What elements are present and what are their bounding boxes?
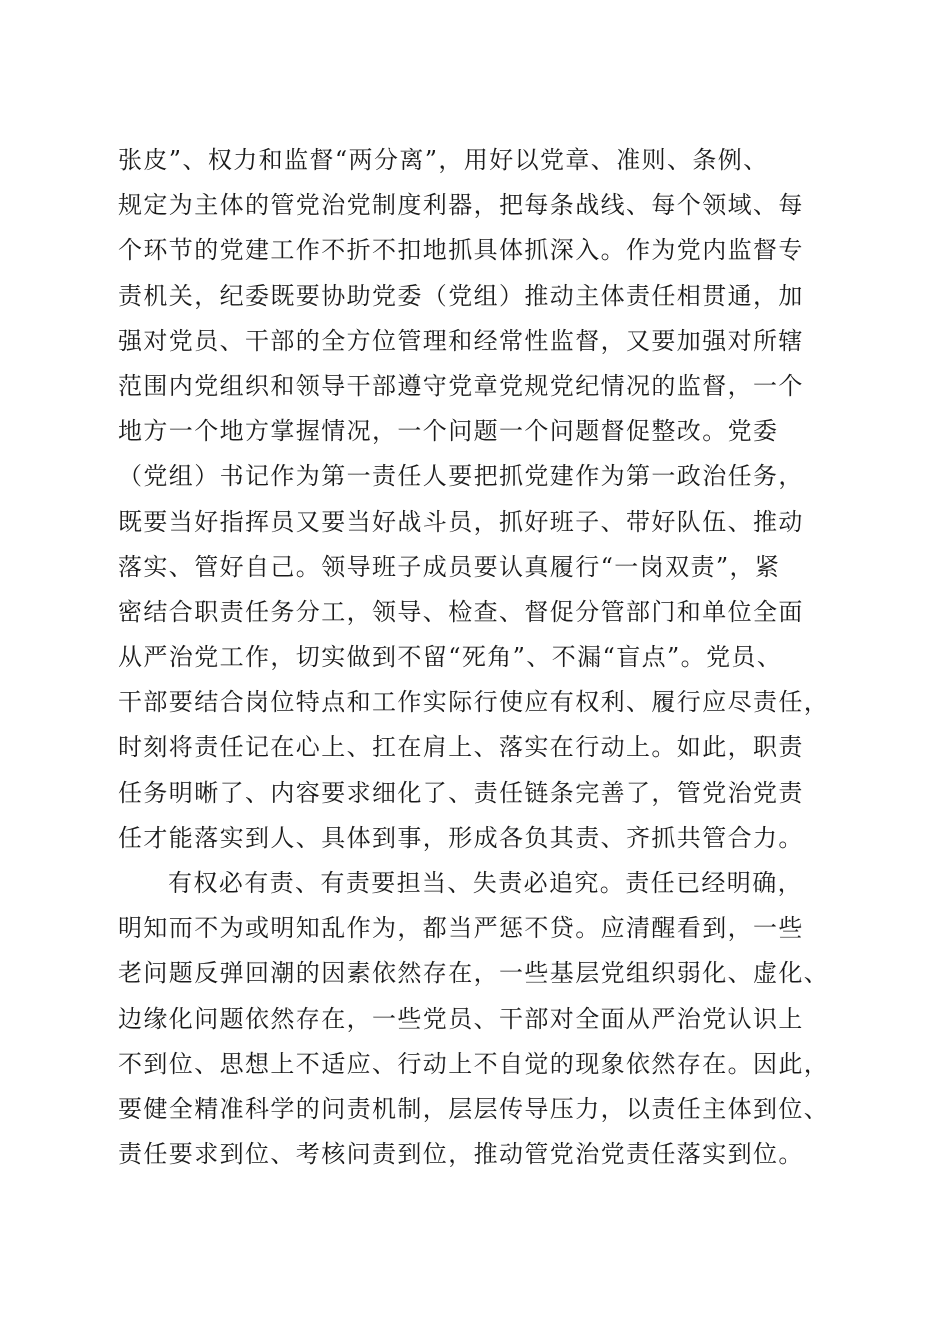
text-line: 个环节的党建工作不折不扣地抓具体抓深入。作为党内监督专: [118, 236, 804, 265]
text-line: 从严治党工作，切实做到不留“死角”、不漏“盲点”。党员、: [118, 643, 783, 672]
paragraph-2: [118, 861, 838, 1177]
text-line: 任才能落实到人、具体到事，形成各负其责、齐抓共管合力。: [118, 823, 804, 852]
text-line: 地方一个地方掌握情况，一个问题一个问题督促整改。党委: [118, 417, 779, 446]
text-line: 不到位、思想上不适应、行动上不自觉的现象依然存在。因此，: [118, 1049, 830, 1078]
text-line: 范围内党组织和领导干部遵守党章党规党纪情况的监督，一个: [118, 371, 804, 400]
text-line: 有权必有责、有责要担当、失责必追究。责任已经明确，: [168, 869, 803, 897]
text-line: 要健全精准科学的问责机制，层层传导压力，以责任主体到位、: [118, 1094, 830, 1123]
text-line: 落实、管好自己。领导班子成员要认真履行“一岗双责”，紧: [118, 552, 781, 581]
text-line: 老问题反弹回潮的因素依然存在，一些基层党组织弱化、虚化、: [118, 959, 830, 988]
text-line: 干部要结合岗位特点和工作实际行使应有权利、履行应尽责任，: [118, 688, 830, 717]
text-line: 时刻将责任记在心上、扛在肩上、落实在行动上。如此，职责: [118, 733, 804, 762]
text-line: 责任要求到位、考核问责到位，推动管党治党责任落实到位。: [118, 1140, 804, 1169]
text-line: 强对党员、干部的全方位管理和经常性监督，又要加强对所辖: [118, 326, 804, 355]
text-line: 明知而不为或明知乱作为，都当严惩不贷。应清醒看到，一些: [118, 914, 804, 943]
document-body: [118, 138, 838, 1177]
text-line: 规定为主体的管党治党制度利器，把每条战线、每个领域、每: [118, 191, 804, 220]
text-line: 密结合职责任务分工，领导、检查、督促分管部门和单位全面: [118, 597, 804, 626]
text-line: 张皮”、权力和监督“两分离”，用好以党章、准则、条例、: [118, 146, 769, 174]
text-line: 既要当好指挥员又要当好战斗员，抓好班子、带好队伍、推动: [118, 507, 804, 536]
text-line: 责机关，纪委既要协助党委（党组）推动主体责任相贯通，加: [118, 281, 804, 310]
paragraph-1: [118, 138, 838, 861]
text-line: （党组）书记作为第一责任人要把抓党建作为第一政治任务，: [118, 462, 804, 491]
text-line: 任务明晰了、内容要求细化了、责任链条完善了，管党治党责: [118, 778, 804, 807]
text-line: 边缘化问题依然存在，一些党员、干部对全面从严治党认识上: [118, 1004, 804, 1033]
